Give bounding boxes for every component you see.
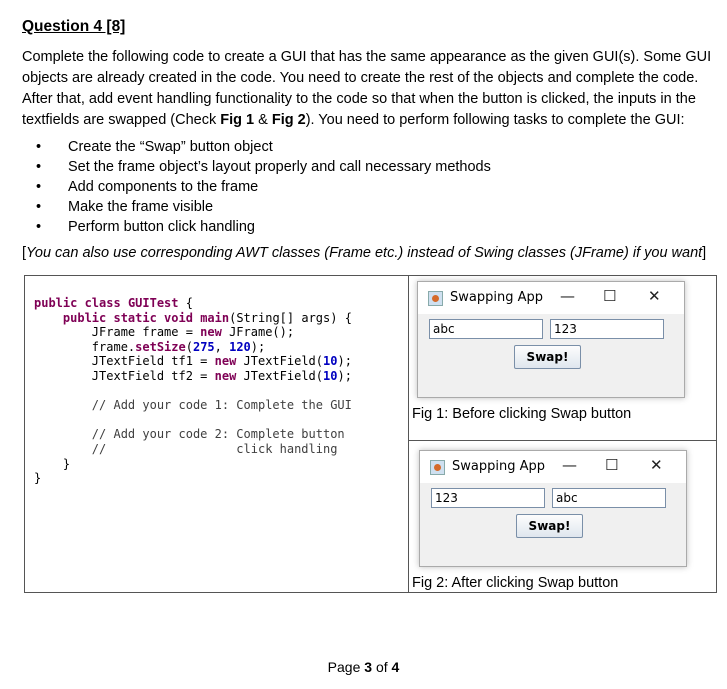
fig1-textfield-2[interactable]: 123 [550,319,664,339]
code-block: public class GUITest { public static void main(String[] args) { JFrame frame = new JFrame(); frame.setSize(275, 120); JTextField tf1 = new JTextField(10); JTextField tf2 = new JTextField(10); // Add your code 1: Complete the GUI // Add your code 2: Complete button // click handling } } [34,296,352,486]
fig2-window [419,450,687,567]
fig1-swap-button[interactable]: Swap! [514,345,581,369]
maximize-icon[interactable]: ☐ [603,287,617,305]
task-item: • Make the frame visible [22,197,491,217]
task-item: • Create the “Swap” button object [22,137,491,157]
page-number: Page 3 of 4 [327,659,400,675]
instructions-paragraph: Complete the following code to create a GUI that has the same appearance as the given GUI(s). Some GUI objects are already created in the code. You need to create the rest of the objects and complete the code. After that, add event handling functionality to the code so that when the button is clicked, the inputs in the textfields are swapped (Check Fig 1 & Fig 2). You need to perform following tasks to complete the GUI: [22,49,712,128]
task-item: • Perform button click handling [22,217,491,237]
maximize-icon[interactable]: ☐ [605,456,619,474]
fig2-caption: Fig 2: After clicking Swap button [412,575,619,591]
fig2-ref: Fig 2 [271,112,306,128]
table-divider [408,275,409,593]
java-icon [428,291,443,306]
awt-note: [You can also use corresponding AWT classes (Frame etc.) instead of Swing classes (JFrame) if you want] [22,245,707,261]
minimize-icon[interactable]: — [560,287,575,305]
fig1-ref: Fig 1 [220,112,255,128]
close-icon[interactable]: ✕ [648,287,661,305]
close-icon[interactable]: ✕ [650,456,663,474]
fig2-textfield-2[interactable]: abc [552,488,666,508]
fig1-titlebar [418,282,684,314]
fig1-textfield-1[interactable]: abc [429,319,543,339]
fig1-caption: Fig 1: Before clicking Swap button [412,406,632,422]
fig2-swap-button[interactable]: Swap! [516,514,583,538]
fig2-window-title: Swapping App [452,459,545,474]
task-list [22,137,491,237]
fig2-titlebar [420,451,686,483]
question-title: Question 4 [8] [22,18,126,35]
minimize-icon[interactable]: — [562,456,577,474]
java-icon [430,460,445,475]
task-item: • Add components to the frame [22,177,491,197]
task-item: • Set the frame object’s layout properly and call necessary methods [22,157,491,177]
table-divider [408,440,717,441]
fig1-window [417,281,685,398]
fig2-textfield-1[interactable]: 123 [431,488,545,508]
fig1-window-title: Swapping App [450,290,543,305]
